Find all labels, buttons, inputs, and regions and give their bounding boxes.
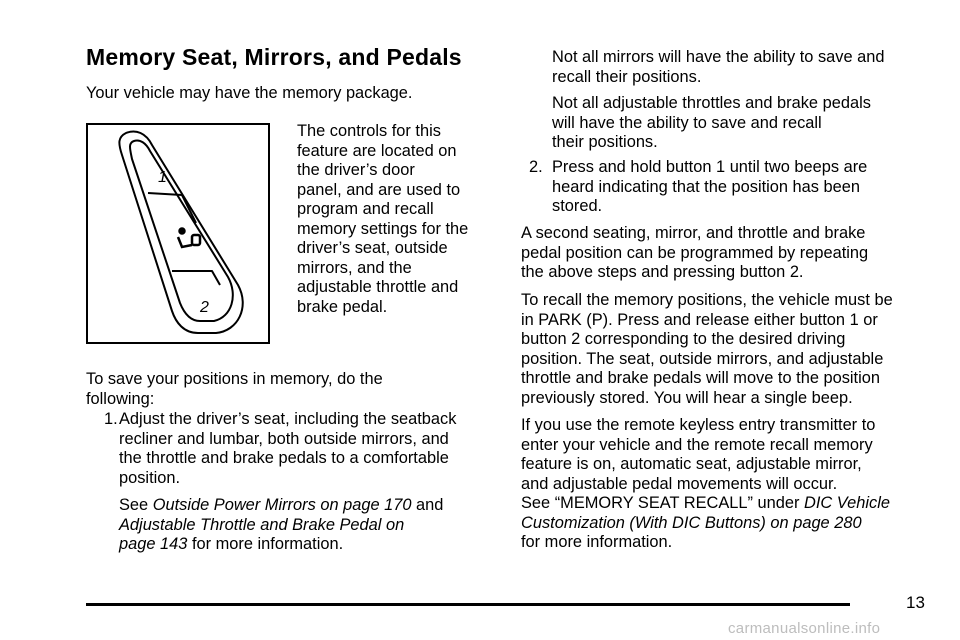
note-mirrors: Not all mirrors will have the ability to save and recall their positions.	[552, 48, 885, 86]
figure-caption: The controls for this feature are located on the driver’s door panel, and are used to program and recall memory settings for the driver’s seat, outside mirrors, and the adjustable throttle and brake pedal.	[297, 122, 469, 316]
memory-buttons-illustration	[86, 123, 270, 344]
second-position-paragraph: A second seating, mirror, and throttle and brake pedal position can be programmed by repeating the above steps and pressing button 2.	[521, 224, 869, 281]
step-1-reference: See Outside Power Mirrors on page 170 and Adjustable Throttle and Brake Pedal on page 143 for more information.	[119, 496, 444, 553]
save-intro: To save your positions in memory, do the following:	[86, 370, 383, 408]
note-pedals: Not all adjustable throttles and brake pedals will have the ability to save and recall their positions.	[552, 94, 871, 151]
memory-button-panel-icon	[88, 125, 268, 342]
step-1-text: Adjust the driver’s seat, including the seatback recliner and lumbar, both outside mirrors, and the throttle and brake pedals to a comfortable position.	[119, 410, 457, 487]
button-1-label: 1	[158, 169, 167, 186]
step-2-text: Press and hold button 1 until two beeps are heard indicating that the position has been stored.	[552, 158, 868, 215]
button-2-label: 2	[200, 299, 209, 316]
remote-recall-paragraph: If you use the remote keyless entry transmitter to enter your vehicle and the remote recall memory feature is on, automatic seat, adjustable mirror, and adjustable pedal movements will occur. See “MEMORY SEAT RECALL” under DIC Vehicle Customization (With DIC Buttons) on page 280 for more information.	[521, 416, 890, 551]
footer-rule	[86, 603, 850, 606]
step-1-number: 1.	[104, 410, 118, 428]
recall-paragraph: To recall the memory positions, the vehicle must be in PARK (P). Press and release either button 1 or button 2 corresponding to the desired driving position. The seat, outside mirrors, and adjustable throttle and brake pedals will move to the position previously stored. You will hear a single beep.	[521, 291, 893, 407]
outside-mirrors-link[interactable]: Outside Power Mirrors on page 170	[152, 496, 412, 514]
section-heading: Memory Seat, Mirrors, and Pedals	[86, 44, 462, 70]
step-2-number: 2.	[529, 158, 543, 176]
watermark: carmanualsonline.info	[728, 620, 881, 637]
dic-customization-link[interactable]: DIC Vehicle	[804, 494, 890, 512]
page-number: 13	[906, 593, 925, 612]
throttle-pedal-link[interactable]: Adjustable Throttle and Brake Pedal on	[119, 515, 405, 534]
intro-text: Your vehicle may have the memory package.	[86, 84, 413, 102]
seat-memory-icon	[178, 229, 200, 248]
